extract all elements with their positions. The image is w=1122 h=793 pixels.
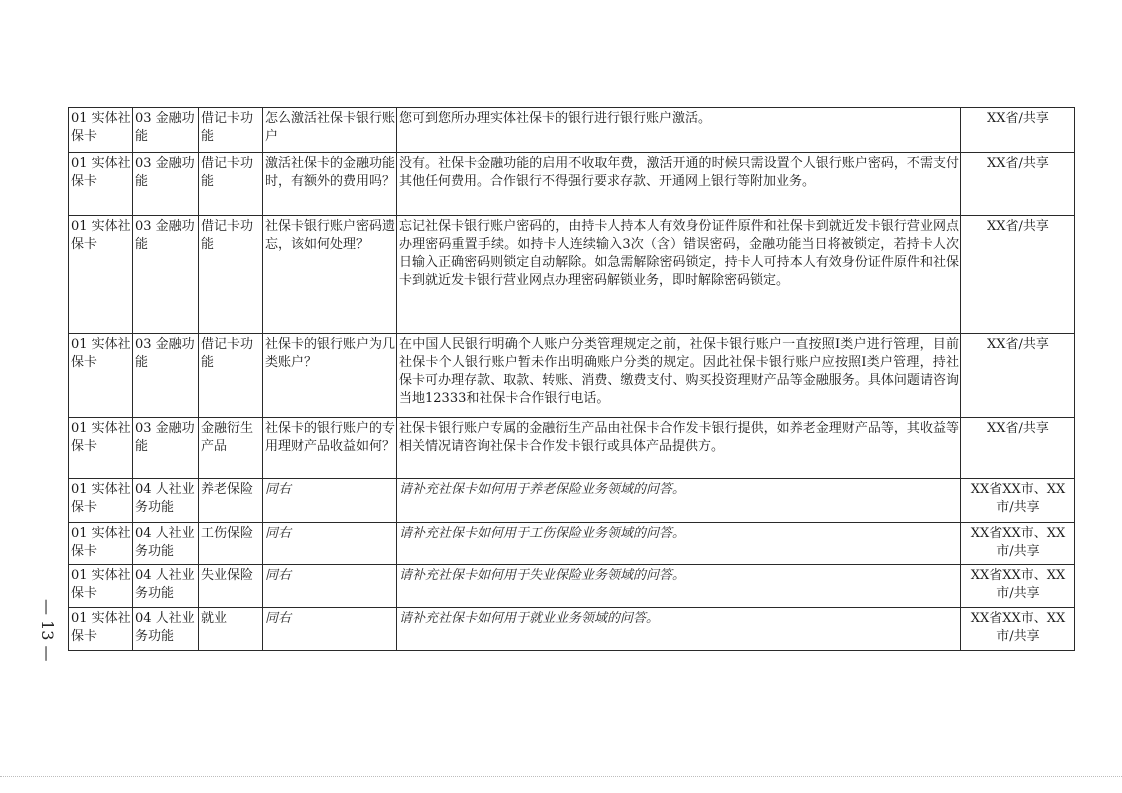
faq-table	[68, 107, 1075, 651]
module-cell: 03 金融功能	[133, 334, 199, 418]
module-cell: 03 金融功能	[133, 216, 199, 334]
answer-cell: 没有。社保卡金融功能的启用不收取年费，激活开通的时候只需设置个人银行账户密码，不需支付其他任何费用。合作银行不得强行要求存款、开通网上银行等附加业务。	[397, 153, 961, 216]
answer-cell: 社保卡银行账户专属的金融衍生产品由社保卡合作发卡银行提供，如养老金理财产品等，其收益等相关情况请咨询社保卡合作发卡银行或具体产品提供方。	[397, 418, 961, 479]
question-cell: 同右	[263, 479, 397, 523]
answer-cell: 您可到您所办理实体社保卡的银行进行银行账户激活。	[397, 108, 961, 153]
answer-cell: 在中国人民银行明确个人账户分类管理规定之前，社保卡银行账户一直按照I类户进行管理，目前社保卡个人银行账户暂未作出明确账户分类的规定。因此社保卡银行账户应按照I类户管理，持社保卡可办理存款、取款、转账、消费、缴费支付、购买投资理财产品等金融服务。具体问题请咨询当地12333和社保卡合作银行电话。	[397, 334, 961, 418]
answer-cell: 请补充社保卡如何用于失业保险业务领域的问答。	[397, 565, 961, 608]
question-cell: 同右	[263, 608, 397, 651]
module-cell: 04 人社业务功能	[133, 479, 199, 523]
table-row	[69, 153, 1075, 216]
answer-cell: 忘记社保卡银行账户密码的，由持卡人持本人有效身份证件原件和社保卡到就近发卡银行营业网点办理密码重置手续。如持卡人连续输入3次（含）错误密码，金融功能当日将被锁定，若持卡人次日输入正确密码则锁定自动解除。如急需解除密码锁定，持卡人可持本人有效身份证件原件和社保卡到就近发卡银行营业网点办理密码解锁业务，即时解除密码锁定。	[397, 216, 961, 334]
table-row	[69, 523, 1075, 565]
answer-cell: 请补充社保卡如何用于养老保险业务领域的问答。	[397, 479, 961, 523]
category-cell: 01 实体社保卡	[69, 418, 133, 479]
region-cell: XX省/共享	[961, 418, 1075, 479]
category-cell: 01 实体社保卡	[69, 479, 133, 523]
category-cell: 01 实体社保卡	[69, 153, 133, 216]
table-row	[69, 479, 1075, 523]
category-cell: 01 实体社保卡	[69, 216, 133, 334]
topic-cell: 借记卡功能	[199, 216, 263, 334]
category-cell: 01 实体社保卡	[69, 334, 133, 418]
table-row	[69, 334, 1075, 418]
table-row	[69, 216, 1075, 334]
module-cell: 04 人社业务功能	[133, 608, 199, 651]
region-cell: XX省/共享	[961, 216, 1075, 334]
table-row	[69, 108, 1075, 153]
module-cell: 03 金融功能	[133, 153, 199, 216]
topic-cell: 借记卡功能	[199, 153, 263, 216]
answer-cell: 请补充社保卡如何用于就业业务领域的问答。	[397, 608, 961, 651]
module-cell: 04 人社业务功能	[133, 523, 199, 565]
region-cell: XX省XX市、XX市/共享	[961, 608, 1075, 651]
region-cell: XX省/共享	[961, 108, 1075, 153]
scan-edge-divider	[0, 776, 1122, 777]
module-cell: 04 人社业务功能	[133, 565, 199, 608]
topic-cell: 就业	[199, 608, 263, 651]
category-cell: 01 实体社保卡	[69, 523, 133, 565]
question-cell: 社保卡银行账户密码遗忘，该如何处理？	[263, 216, 397, 334]
module-cell: 03 金融功能	[133, 108, 199, 153]
category-cell: 01 实体社保卡	[69, 108, 133, 153]
question-cell: 同右	[263, 523, 397, 565]
table-row	[69, 608, 1075, 651]
table-row	[69, 418, 1075, 479]
question-cell: 怎么激活社保卡银行账户	[263, 108, 397, 153]
page-number: — 13 —	[38, 598, 57, 662]
question-cell: 同右	[263, 565, 397, 608]
region-cell: XX省XX市、XX市/共享	[961, 523, 1075, 565]
category-cell: 01 实体社保卡	[69, 608, 133, 651]
topic-cell: 养老保险	[199, 479, 263, 523]
table-row	[69, 565, 1075, 608]
topic-cell: 工伤保险	[199, 523, 263, 565]
topic-cell: 借记卡功能	[199, 108, 263, 153]
category-cell: 01 实体社保卡	[69, 565, 133, 608]
topic-cell: 失业保险	[199, 565, 263, 608]
region-cell: XX省/共享	[961, 153, 1075, 216]
answer-cell: 请补充社保卡如何用于工伤保险业务领域的问答。	[397, 523, 961, 565]
module-cell: 03 金融功能	[133, 418, 199, 479]
region-cell: XX省XX市、XX市/共享	[961, 565, 1075, 608]
question-cell: 社保卡的银行账户为几类账户？	[263, 334, 397, 418]
question-cell: 社保卡的银行账户的专用理财产品收益如何？	[263, 418, 397, 479]
region-cell: XX省XX市、XX市/共享	[961, 479, 1075, 523]
topic-cell: 借记卡功能	[199, 334, 263, 418]
topic-cell: 金融衍生产品	[199, 418, 263, 479]
region-cell: XX省/共享	[961, 334, 1075, 418]
question-cell: 激活社保卡的金融功能时，有额外的费用吗？	[263, 153, 397, 216]
